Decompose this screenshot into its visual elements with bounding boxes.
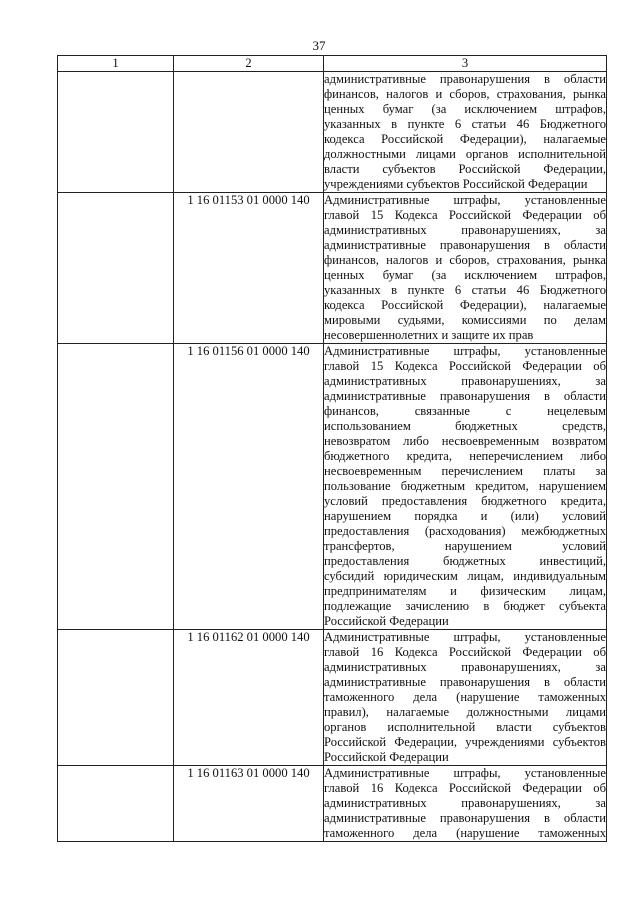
description-line: административные правонарушения в области <box>324 238 606 252</box>
description-line: ценных бумаг (за исключением штрафов, <box>324 268 606 282</box>
description-line: главой 16 Кодекса Российской Федерации об <box>324 781 606 795</box>
description-line: указанных в пункте 6 статьи 46 Бюджетного <box>324 117 606 131</box>
page-number: 37 <box>312 38 326 53</box>
description-line: невозвратом либо несвоевременным возвратом <box>324 434 606 448</box>
income-description <box>324 630 607 766</box>
description-line: административных правонарушениях, за <box>324 660 606 674</box>
description-line: власти субъектов Российской Федерации, <box>324 162 606 176</box>
description-line: административных правонарушениях, за <box>324 223 606 237</box>
description-line: пользование бюджетным кредитом, нарушением <box>324 479 606 493</box>
description-line: ценных бумаг (за исключением штрафов, <box>324 102 606 116</box>
row-empty-cell <box>58 630 174 766</box>
description-line: Российской Федерации <box>324 750 449 764</box>
description-line: предоставления (расходования) межбюджетных <box>324 524 606 538</box>
description-line: таможенного дела (нарушение таможенных <box>324 690 606 704</box>
description-line: правил), налагаемые должностными лицами <box>324 705 606 719</box>
description-line: Российской Федерации <box>324 614 449 628</box>
table-row <box>58 344 607 630</box>
description-line: органов исполнительной власти субъектов <box>324 720 606 734</box>
description-line: Административные штрафы, установленные <box>324 766 606 780</box>
row-empty-cell <box>58 344 174 630</box>
budget-codes-table <box>57 55 607 842</box>
description-line: трансфертов, нарушением условий <box>324 539 606 553</box>
description-line: Российской Федерации, учреждениями субъектов <box>324 735 606 749</box>
row-empty-cell <box>58 72 174 193</box>
budget-code: 1 16 01156 01 0000 140 <box>174 344 324 630</box>
description-line: финансов, налогов и сборов, страхования, рынка <box>324 87 606 101</box>
description-line: административные правонарушения в области <box>324 811 606 825</box>
description-line: мировыми судьями, комиссиями по делам <box>324 313 606 327</box>
header-col-2: 2 <box>174 56 324 72</box>
description-line: главой 16 Кодекса Российской Федерации об <box>324 645 606 659</box>
description-line: главой 15 Кодекса Российской Федерации об <box>324 208 606 222</box>
table-header-row <box>58 56 607 72</box>
row-empty-cell <box>58 766 174 842</box>
description-line: финансов, связанные с нецелевым <box>324 404 606 418</box>
description-line: главой 15 Кодекса Российской Федерации об <box>324 359 606 373</box>
budget-code <box>174 72 324 193</box>
description-line: административные правонарушения в области <box>324 72 606 86</box>
description-line: Административные штрафы, установленные <box>324 193 606 207</box>
header-col-1: 1 <box>58 56 174 72</box>
budget-code: 1 16 01163 01 0000 140 <box>174 766 324 842</box>
table-row <box>58 193 607 344</box>
income-description <box>324 193 607 344</box>
description-line: должностными лицами органов исполнительной <box>324 147 606 161</box>
description-line: субсидий юридическим лицам, индивидуальным <box>324 569 606 583</box>
table-row <box>58 630 607 766</box>
description-line: бюджетного кредита, неперечислением либо <box>324 449 606 463</box>
budget-code: 1 16 01162 01 0000 140 <box>174 630 324 766</box>
budget-code: 1 16 01153 01 0000 140 <box>174 193 324 344</box>
description-line: Административные штрафы, установленные <box>324 630 606 644</box>
description-line: кодекса Российской Федерации), налагаемые <box>324 132 606 146</box>
table-row <box>58 766 607 842</box>
income-description <box>324 72 607 193</box>
table-row <box>58 72 607 193</box>
description-line: таможенного дела (нарушение таможенных <box>324 826 606 840</box>
description-line: предоставления бюджетных инвестиций, <box>324 554 606 568</box>
description-line: использованием бюджетных средств, <box>324 419 606 433</box>
income-description <box>324 766 607 842</box>
description-line: нарушением порядка и (или) условий <box>324 509 606 523</box>
description-line: административных правонарушениях, за <box>324 796 606 810</box>
description-line: Административные штрафы, установленные <box>324 344 606 358</box>
description-line: условий предоставления бюджетного кредита, <box>324 494 606 508</box>
header-col-3: 3 <box>324 56 607 72</box>
description-line: указанных в пункте 6 статьи 46 Бюджетного <box>324 283 606 297</box>
description-line: кодекса Российской Федерации), налагаемые <box>324 298 606 312</box>
description-line: несвоевременным перечислением платы за <box>324 464 606 478</box>
description-line: подлежащие зачислению в бюджет субъекта <box>324 599 606 613</box>
description-line: учреждениями субъектов Российской Федерации <box>324 177 588 191</box>
description-line: предпринимателям и физическим лицам, <box>324 584 606 598</box>
description-line: финансов, налогов и сборов, страхования, рынка <box>324 253 606 267</box>
description-line: административные правонарушения в области <box>324 675 606 689</box>
row-empty-cell <box>58 193 174 344</box>
description-line: административные правонарушения в области <box>324 389 606 403</box>
description-line: несовершеннолетних и защите их прав <box>324 328 534 342</box>
description-line: административных правонарушениях, за <box>324 374 606 388</box>
income-description <box>324 344 607 630</box>
